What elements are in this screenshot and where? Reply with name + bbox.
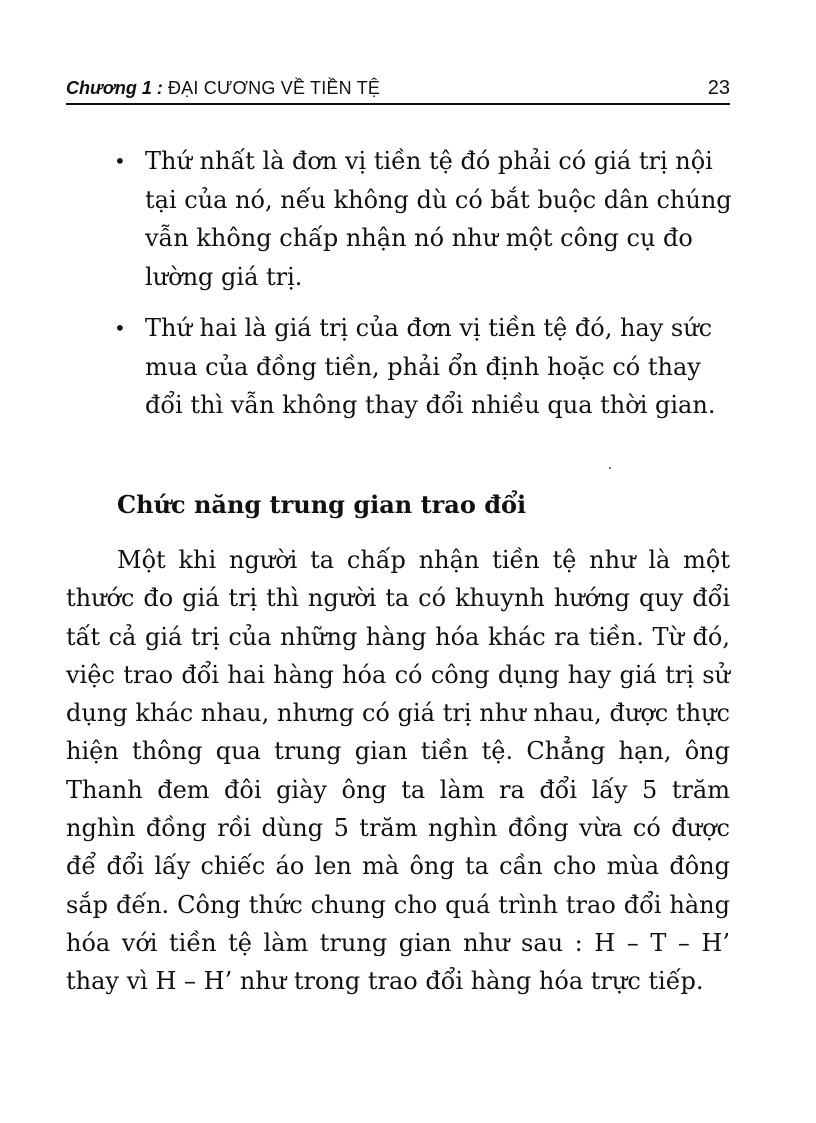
bullet-item-second [114,309,734,425]
bullet-dot-icon: • [114,316,126,340]
bullet-text-second: Thứ hai là giá trị của đơn vị tiền tệ đó, hay sức mua của đồng tiền, phải ổn định hoặc có thay đổi thì vẫn không thay đổi nhiều qua thời gian. [145,314,716,419]
bullet-item-first [114,142,734,296]
section-heading: Chức năng trung gian trao đổi [117,490,527,519]
bullet-text-first: Thứ nhất là đơn vị tiền tệ đó phải có giá trị nội tại của nó, nếu không dù có bắt buộc dân chúng vẫn không chấp nhận nó như một công cụ đo lường giá trị. [145,147,732,291]
chapter-label: Chương 1 : [66,78,163,98]
page-number: 23 [707,77,730,99]
bullet-dot-icon: • [114,149,126,173]
header-rule [66,103,730,105]
bullet-list [114,142,734,438]
chapter-title: ĐẠI CƯƠNG VỀ TIỀN TỆ [167,78,381,98]
body-paragraph: Một khi người ta chấp nhận tiền tệ như là một thước đo giá trị thì người ta có khuynh hướng quy đổi tất cả giá trị của những hàng hóa khác ra tiền. Từ đó, việc trao đổi hai hàng hóa có công dụng hay giá trị sử dụng khác nhau, nhưng có giá trị như nhau, được thực hiện thông qua trung gian tiền tệ. Chẳng hạn, ông Thanh đem đôi giày ông ta làm ra đổi lấy 5 trăm nghìn đồng rồi dùng 5 trăm nghìn đồng vừa có được để đổi lấy chiếc áo len mà ông ta cần cho mùa đông sắp đến. Công thức chung cho quá trình trao đổi hàng hóa với tiền tệ làm trung gian như sau : H – T – H’ thay vì H – H’ như trong trao đổi hàng hóa trực tiếp. [66,546,730,996]
scan-speck [609,467,611,469]
running-head [66,74,730,102]
